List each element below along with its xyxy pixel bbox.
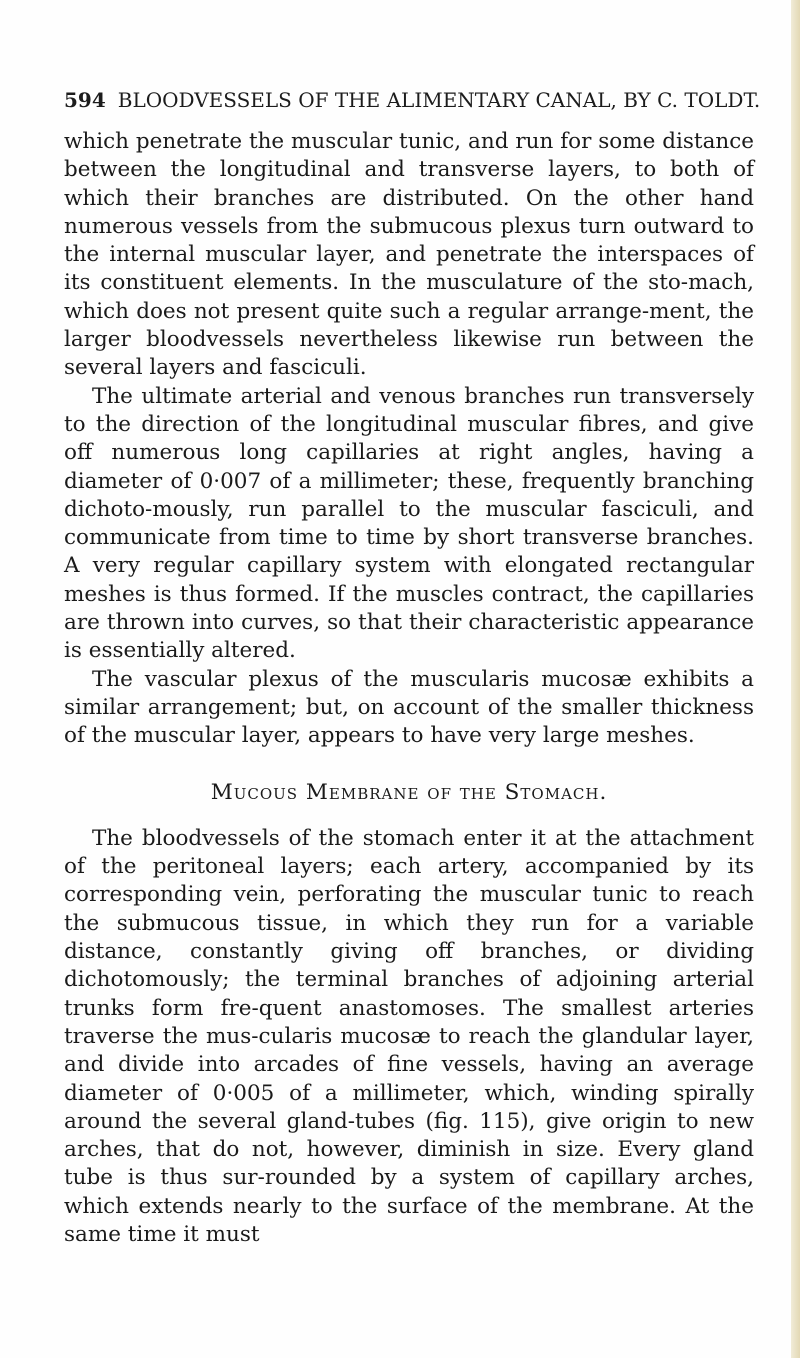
paragraph-stomach-bloodvessels: The bloodvessels of the stomach enter it at the attachment of the peritoneal layers; each artery, accompanied by its corresponding vein, perforating the muscular tunic to reach the submucous tissue, in which they run for a variable distance, constantly giving off branches, or dividing dichotomously; the terminal branches of adjoining arterial trunks form fre-quent anastomoses. The smallest arteries traverse the mus-cularis mucosæ to reach the glandular layer, and divide into arcades of fine vessels, having an average diameter of 0·005 of a millimeter, which, winding spirally around the several gland-tubes (fig. 115), give origin to new arches, that do not, however, diminish in size. Every gland tube is thus sur-rounded by a system of capillary arches, which extends nearly to the surface of the membrane. At the same time it must [64, 825, 754, 1247]
section-heading: Mucous Membrane of the Stomach. [210, 779, 608, 805]
page-body [64, 128, 754, 1249]
paragraph-continued: which penetrate the muscular tunic, and run for some distance between the longitudinal and transverse layers, to both of which their branches are distributed. On the other hand numerous vessels from the submucous plexus turn outward to the internal muscular layer, and penetrate the interspaces of its constituent elements. In the musculature of the sto-mach, which does not present quite such a regular arrange-ment, the larger bloodvessels nevertheless likewise run between the several layers and fasciculi. [64, 129, 754, 381]
page-number: 594 [64, 88, 106, 112]
paragraph-muscularis-mucosae: The vascular plexus of the muscularis mucosæ exhibits a similar arrangement; but, on account of the smaller thickness of the muscular layer, appears to have very large meshes. [64, 666, 754, 749]
paragraph-capillaries: The ultimate arterial and venous branches run transversely to the direction of the longitudinal muscular fibres, and give off numerous long capillaries at right angles, having a diameter of 0·007 of a millimeter; these, frequently branching dichoto-mously, run parallel to the muscular fasciculi, and communicate from time to time by short transverse branches. A very regular capillary system with elongated rectangular meshes is thus formed. If the muscles contract, the capillaries are thrown into curves, so that their characteristic appearance is essentially altered. [64, 383, 754, 664]
running-title: BLOODVESSELS OF THE ALIMENTARY CANAL, BY C. TOLDT. [117, 88, 761, 112]
page-edge-shadow [791, 0, 800, 1358]
running-header [64, 80, 761, 120]
